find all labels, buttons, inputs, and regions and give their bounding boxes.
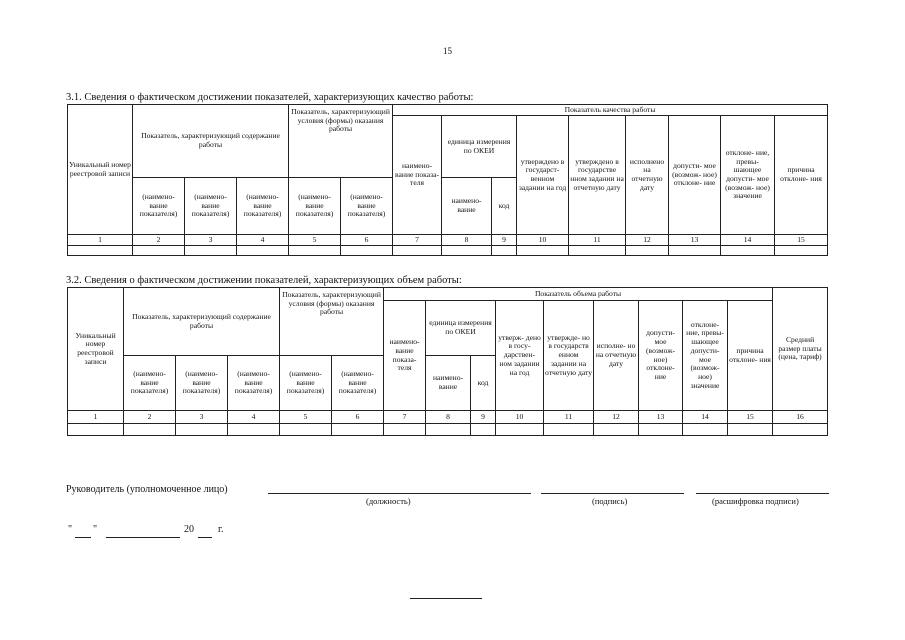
signature-field-line[interactable] [541,493,684,494]
header-sub-name: (наимено- вание показателя) [124,356,176,411]
header-sub-name: (наимено- вание показателя) [228,356,280,411]
header-deviation-reason: причина отклоне- ния [775,116,828,235]
date-month-line[interactable] [106,537,180,538]
page-number: 15 [443,46,452,56]
header-unit-okei: единица измерения по ОКЕИ [442,116,517,178]
header-sub-name: (наимено- вание показателя) [185,178,237,235]
column-number: 8 [442,235,492,246]
header-executed: исполнено на отчетную дату [626,116,669,235]
header-sub-name: (наимено- вание показателя) [176,356,228,411]
header-approved-year: утверж- дено в госу- дарствен- ном задании на год [496,301,544,411]
header-allowed-deviation: допусти- мое (возмож- ное) отклоне- ние [639,301,683,411]
header-sub-name: (наимено- вание показателя) [332,356,384,411]
date-year-suffix: г. [218,524,224,535]
column-number: 1 [68,411,124,424]
column-number: 14 [721,235,775,246]
header-unit-code: код [471,356,496,411]
header-approved-date: утверждено в государстве нном задании на отчетную дату [569,116,626,235]
column-number: 8 [426,411,471,424]
date-year-line[interactable] [198,537,212,538]
column-number: 10 [496,411,544,424]
column-number: 5 [280,411,332,424]
header-unit-name: наимено- вание [442,178,492,235]
column-number: 11 [544,411,594,424]
table-row [68,424,828,436]
date-year-prefix: 20 [184,524,194,535]
column-number: 1 [68,235,133,246]
column-number: 2 [133,235,185,246]
header-allowed-deviation: допусти- мое (возмож- ное) отклоне- ние [669,116,721,235]
section-2-title: 3.2. Сведения о фактическом достижении показателей, характеризующих объем работы: [66,275,462,286]
column-number: 14 [683,411,728,424]
position-field-line[interactable] [268,493,531,494]
column-number: 13 [669,235,721,246]
header-average-fee: Средний размер платы (цена, тариф) [773,288,828,411]
section-1-title: 3.1. Сведения о фактическом достижении показателей, характеризующих качество работы: [66,92,474,103]
signature-caption: (подпись) [592,496,628,506]
header-exceeding-deviation: отклоне- ние, превы- шающее допусти- мое (возмож- ное) значение [721,116,775,235]
header-conditions-indicator: Показатель, характеризующий условия (формы) оказания работы [280,288,384,356]
column-number: 4 [237,235,289,246]
header-unit-name: наимено- вание [426,356,471,411]
column-number: 15 [775,235,828,246]
header-unit-code: код [492,178,517,235]
header-sub-name: (наимено- вание показателя) [237,178,289,235]
date-day-line[interactable] [75,537,91,538]
header-deviation-reason: причина отклоне- ния [728,301,773,411]
header-volume-indicator: Показатель объема работы [384,288,773,301]
header-approved-year: утверждено в государст- венном задании на год [517,116,569,235]
header-sub-name: (наимено- вание показателя) [289,178,341,235]
column-number: 10 [517,235,569,246]
column-number: 6 [341,235,393,246]
column-number: 5 [289,235,341,246]
header-conditions-indicator: Показатель, характеризующий условия (формы) оказания работы [289,105,393,178]
table-row [68,246,828,256]
column-number: 12 [594,411,639,424]
header-approved-date: утвержде- но в государств енном задании на отчетную дату [544,301,594,411]
header-indicator-name: наимено- вание показа- теля [393,116,442,235]
column-number: 6 [332,411,384,424]
column-number: 7 [393,235,442,246]
column-number: 2 [124,411,176,424]
position-caption: (должность) [366,496,411,506]
header-executed: исполне- но на отчетную дату [594,301,639,411]
date-quote-close: " [93,524,98,535]
header-unit-okei: единица измерения по ОКЕИ [426,301,496,356]
column-number: 16 [773,411,828,424]
header-sub-name: (наимено- вание показателя) [133,178,185,235]
column-number: 7 [384,411,426,424]
header-unique-number: Уникальный номер реестровой записи [68,105,133,235]
decode-caption: (расшифровка подписи) [712,496,799,506]
column-number: 3 [185,235,237,246]
column-number: 15 [728,411,773,424]
column-number: 9 [492,235,517,246]
volume-table [67,287,828,436]
header-sub-name: (наимено- вание показателя) [280,356,332,411]
column-number: 12 [626,235,669,246]
date-quote-open: " [68,524,73,535]
column-number: 13 [639,411,683,424]
decode-field-line[interactable] [696,493,829,494]
column-number: 4 [228,411,280,424]
header-sub-name: (наимено- вание показателя) [341,178,393,235]
manager-label: Руководитель (уполномоченное лицо) [66,484,228,495]
header-content-indicator: Показатель, характеризующий содержание работы [124,288,280,356]
column-number: 11 [569,235,626,246]
header-unique-number: Уникальный номер реестровой записи [68,288,124,411]
header-content-indicator: Показатель, характеризующий содержание работы [133,105,289,178]
column-number: 9 [471,411,496,424]
quality-table [67,104,828,256]
header-exceeding-deviation: отклоне- ние, превы- шающее допусти- мое (возмож- ное) значение [683,301,728,411]
footer-divider [410,598,482,599]
header-indicator-name: наимено- вание показа- теля [384,301,426,411]
header-quality-indicator: Показатель качества работы [393,105,828,116]
column-number: 3 [176,411,228,424]
